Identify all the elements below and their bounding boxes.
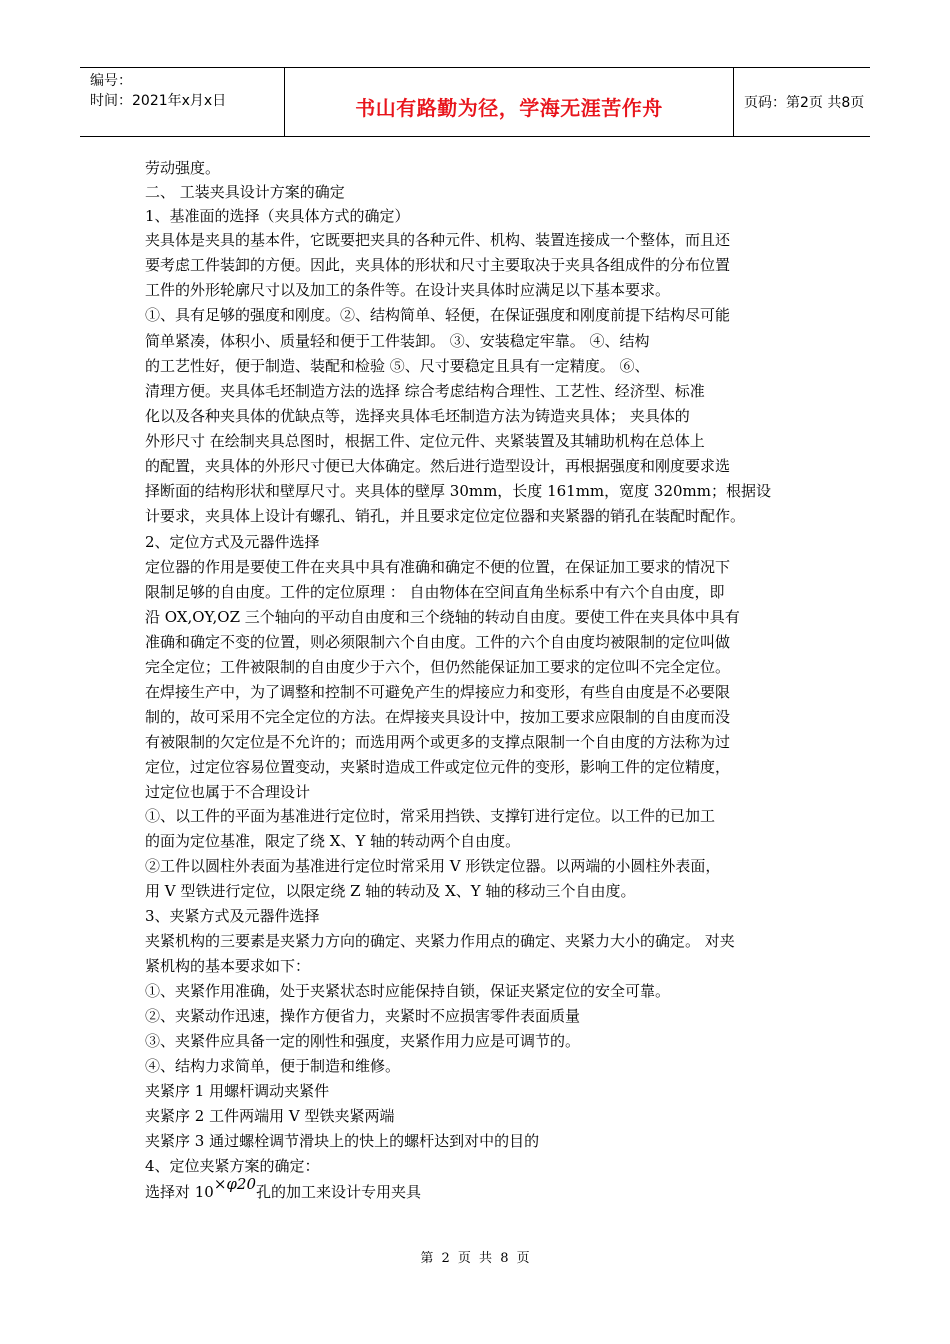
text-line: 定位，过定位容易位置变动，夹紧时造成工件或定位元件的变形，影响工件的定位精度， (145, 758, 731, 776)
text-line: 夹紧机构的三要素是夹紧力方向的确定、夹紧力作用点的确定、夹紧力大小的确定。 对夹 (145, 932, 735, 950)
header-right-cell (734, 68, 870, 136)
text-line: 2、定位方式及元器件选择 (145, 533, 320, 551)
document-time-label: 时间：2021年x月x日 (90, 93, 227, 109)
text-line: 制的，故可采用不完全定位的方法。在焊接夹具设计中，按加工要求应限制的自由度而没 (145, 708, 731, 726)
text-line: 要考虑工件装卸的方便。因此，夹具体的形状和尺寸主要取决于夹具各组成件的分布位置 (145, 256, 731, 274)
header-left-cell (80, 68, 284, 136)
text-line: 择断面的结构形状和壁厚尺寸。夹具体的壁厚 30mm，长度 161mm，宽度 320mm；根据设 (145, 482, 771, 500)
text-line: 4、定位夹紧方案的确定： (145, 1157, 320, 1175)
text-line: 夹具体是夹具的基本件，它既要把夹具的各种元件、机构、装置连接成一个整体，而且还 (145, 231, 731, 249)
text-line: ①、以工件的平面为基准进行定位时，常采用挡铁、支撑钉进行定位。以工件的已加工 (145, 807, 716, 825)
text-line: 限制足够的自由度。工件的定位原理 ： 自由物体在空间直角坐标系中有六个自由度，即 (145, 583, 725, 601)
text-line: 简单紧凑，体积小、质量轻和便于工件装卸。 ③、安装稳定牢靠。 ④、结构 (145, 332, 650, 350)
text-line-with-formula (145, 1175, 422, 1204)
document-number-label: 编号： (90, 73, 132, 89)
text-line: 清理方便。夹具体毛坯制造方法的选择 综合考虑结构合理性、工艺性、经济型、标准 (145, 382, 705, 400)
page-header (80, 67, 870, 137)
text-line: 3、夹紧方式及元器件选择 (145, 907, 320, 925)
text-line: 夹紧序 1 用螺杆调动夹紧件 (145, 1082, 330, 1100)
formula-suffix: 孔的加工来设计专用夹具 (256, 1183, 422, 1201)
text-line: 沿 OX,OY,OZ 三个轴向的平动自由度和三个绕轴的转动自由度。要使工件在夹具体中具有 (145, 608, 740, 626)
text-line: 工件的外形轮廓尺寸以及加工的条件等。在设计夹具体时应满足以下基本要求。 (145, 281, 671, 299)
page-footer: 第 2 页 共 8 页 (420, 1251, 530, 1266)
text-line: 的面为定位基准，限定了绕 X、Y 轴的转动两个自由度。 (145, 832, 521, 850)
text-line: ①、具有足够的强度和刚度。②、结构简单、轻便，在保证强度和刚度前提下结构尽可能 (145, 306, 731, 324)
text-line: ④、结构力求简单，便于制造和维修。 (145, 1057, 401, 1075)
text-line: 完全定位；工件被限制的自由度少于六个，但仍然能保证加工要求的定位叫不完全定位。 (145, 658, 731, 676)
text-line: 外形尺寸 在绘制夹具总图时，根据工件、定位元件、夹紧装置及其辅助机构在总体上 (145, 432, 705, 450)
header-motto-cell (284, 68, 734, 136)
text-line: 准确和确定不变的位置，则必须限制六个自由度。工件的六个自由度均被限制的定位叫做 (145, 633, 731, 651)
text-line: ③、夹紧件应具备一定的刚性和强度，夹紧作用力应是可调节的。 (145, 1032, 581, 1050)
text-line: 夹紧序 2 工件两端用 V 型铁夹紧两端 (145, 1107, 395, 1125)
text-line: 紧机构的基本要求如下： (145, 957, 311, 975)
text-line: 劳动强度。 (145, 159, 221, 177)
formula-superscript: ×φ20 (213, 1175, 257, 1193)
text-line: 定位器的作用是要使工件在夹具中具有准确和确定不便的位置，在保证加工要求的情况下 (145, 558, 731, 576)
text-line: 在焊接生产中，为了调整和控制不可避免产生的焊接应力和变形，有些自由度是不必要限 (145, 683, 731, 701)
text-line: ②工件以圆柱外表面为基准进行定位时常采用 V 形铁定位器。以两端的小圆柱外表面， (145, 857, 721, 875)
text-line: 的配置，夹具体的外形尺寸便已大体确定。然后进行造型设计，再根据强度和刚度要求选 (145, 457, 731, 475)
text-line: ①、夹紧作用准确，处于夹紧状态时应能保持自锁，保证夹紧定位的安全可靠。 (145, 982, 671, 1000)
page-number-info: 页码：第2页 共8页 (744, 95, 865, 111)
text-line: ②、夹紧动作迅速，操作方便省力，夹紧时不应损害零件表面质量 (145, 1007, 581, 1025)
text-line: 过定位也属于不合理设计 (145, 783, 311, 801)
text-line: 有被限制的欠定位是不允许的；而选用两个或更多的支撑点限制一个自由度的方法称为过 (145, 733, 731, 751)
text-line: 二、 工装夹具设计方案的确定 (145, 183, 345, 201)
text-line: 用 V 型铁进行定位，以限定绕 Z 轴的转动及 X、Y 轴的移动三个自由度。 (145, 882, 636, 900)
text-line: 化以及各种夹具体的优缺点等，选择夹具体毛坯制造方法为铸造夹具体； 夹具体的 (145, 407, 690, 425)
text-line: 夹紧序 3 通过螺栓调节滑块上的快上的螺杆达到对中的目的 (145, 1132, 540, 1150)
text-line: 计要求，夹具体上设计有螺孔、销孔，并且要求定位定位器和夹紧器的销孔在装配时配作。 (145, 507, 746, 525)
text-line: 1、基准面的选择（夹具体方式的确定） (145, 207, 410, 225)
header-motto: 书山有路勤为径，学海无涯苦作舟 (355, 96, 663, 120)
formula-prefix: 选择对 10 (145, 1183, 214, 1201)
text-line: 的工艺性好，便于制造、装配和检验 ⑤、尺寸要稳定且具有一定精度。 ⑥、 (145, 357, 650, 375)
